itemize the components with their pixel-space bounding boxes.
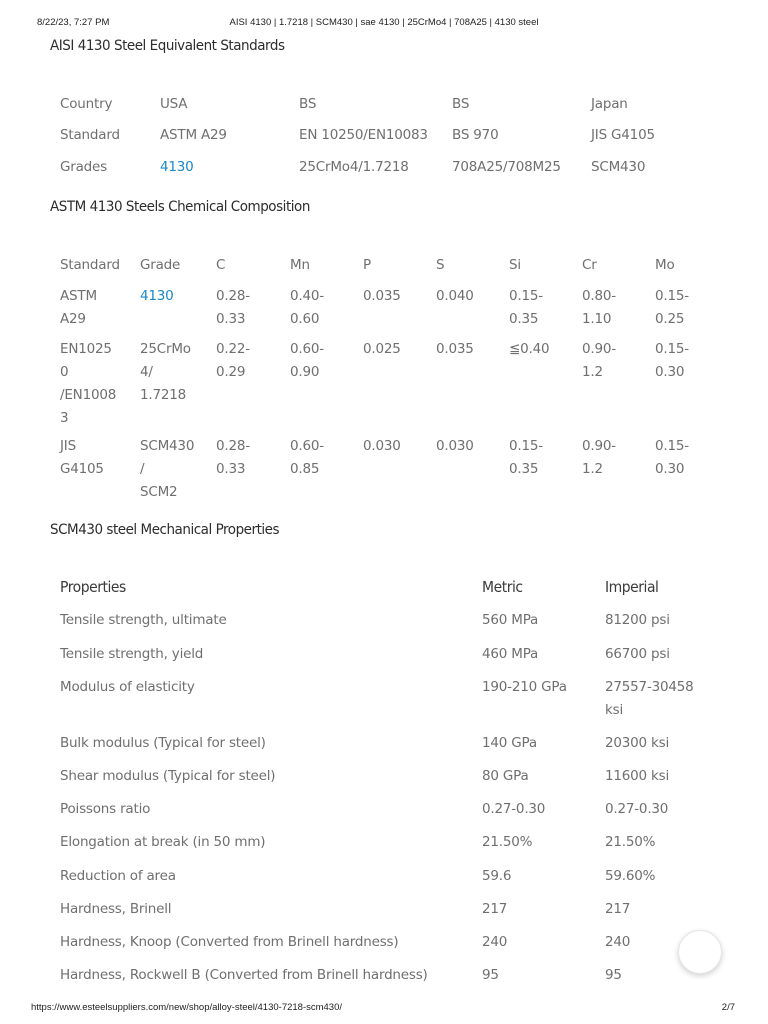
metric-value: 560 MPa <box>482 612 539 628</box>
chemical-header-cell: Mn <box>290 257 310 273</box>
imperial-value: 81200 psi <box>605 612 670 628</box>
chemical-cell: 0.025 <box>363 341 401 357</box>
equivalent-cell: 708A25/708M25 <box>452 159 561 175</box>
chemical-cell: 0.15- 0.35 <box>509 288 543 327</box>
property-name: Hardness, Brinell <box>60 901 172 917</box>
equivalent-cell: Japan <box>591 96 628 112</box>
equivalent-cell: BS 970 <box>452 127 499 143</box>
chemical-cell: 0.22- 0.29 <box>216 341 250 380</box>
equivalent-cell: Grades <box>60 159 107 175</box>
imperial-value: 27557-30458 ksi <box>605 679 694 718</box>
chemical-cell: 0.90- 1.2 <box>582 438 616 477</box>
chemical-cell: 0.15- 0.35 <box>509 438 543 477</box>
property-name: Modulus of elasticity <box>60 679 195 695</box>
chemical-header-cell: Si <box>509 257 521 273</box>
chemical-cell: 0.15- 0.30 <box>655 341 689 380</box>
chemical-header-cell: S <box>436 257 445 273</box>
chemical-cell: EN1025 0 /EN1008 3 <box>60 341 117 426</box>
chemical-header-cell: Grade <box>140 257 181 273</box>
chemical-cell: 0.15- 0.25 <box>655 288 689 327</box>
imperial-value: 11600 ksi <box>605 768 670 784</box>
property-name: Tensile strength, yield <box>60 646 204 662</box>
mechanical-header-cell: Metric <box>482 578 523 596</box>
metric-value: 240 <box>482 934 508 950</box>
section-title-mechanical: SCM430 steel Mechanical Properties <box>50 522 280 538</box>
chemical-header-cell: Standard <box>60 257 120 273</box>
equivalent-cell: JIS G4105 <box>591 127 655 143</box>
mechanical-header-cell: Properties <box>60 578 126 596</box>
imperial-value: 59.60% <box>605 868 656 884</box>
chemical-cell: 0.15- 0.30 <box>655 438 689 477</box>
floating-action-button[interactable] <box>678 930 722 974</box>
metric-value: 21.50% <box>482 834 533 850</box>
metric-value: 80 GPa <box>482 768 529 784</box>
property-name: Poissons ratio <box>60 801 151 817</box>
imperial-value: 217 <box>605 901 631 917</box>
chemical-cell: 0.60- 0.85 <box>290 438 324 477</box>
chemical-cell: 0.035 <box>363 288 401 304</box>
chemical-cell: ASTM A29 <box>60 288 97 327</box>
chemical-cell: JIS G4105 <box>60 438 104 477</box>
equivalent-cell: BS <box>299 96 317 112</box>
metric-value: 95 <box>482 967 499 983</box>
metric-value: 460 MPa <box>482 646 539 662</box>
equivalent-cell: 25CrMo4/1.7218 <box>299 159 409 175</box>
property-name: Shear modulus (Typical for steel) <box>60 768 276 784</box>
print-footer <box>0 1000 768 1024</box>
chemical-cell: SCM430 / SCM2 <box>140 438 195 500</box>
equivalent-cell: BS <box>452 96 470 112</box>
grade-link-4130[interactable]: 4130 <box>140 288 174 304</box>
metric-value: 217 <box>482 901 508 917</box>
property-name: Elongation at break (in 50 mm) <box>60 834 266 850</box>
chemical-cell: 25CrMo 4/ 1.7218 <box>140 341 191 403</box>
section-title-chemical: ASTM 4130 Steels Chemical Composition <box>50 199 310 215</box>
imperial-value: 21.50% <box>605 834 656 850</box>
chemical-cell: 0.60- 0.90 <box>290 341 324 380</box>
chemical-cell: 0.030 <box>436 438 474 454</box>
metric-value: 0.27-0.30 <box>482 801 546 817</box>
equivalent-cell: EN 10250/EN10083 <box>299 127 428 143</box>
metric-value: 190-210 GPa <box>482 679 567 695</box>
metric-value: 140 GPa <box>482 735 537 751</box>
section-title-equivalent: AISI 4130 Steel Equivalent Standards <box>50 38 285 54</box>
print-header <box>0 10 768 28</box>
equivalent-cell: SCM430 <box>591 159 646 175</box>
chemical-cell: 0.80- 1.10 <box>582 288 616 327</box>
property-name: Hardness, Knoop (Converted from Brinell hardness) <box>60 934 399 950</box>
property-name: Hardness, Rockwell B (Converted from Brinell hardness) <box>60 967 428 983</box>
imperial-value: 0.27-0.30 <box>605 801 669 817</box>
chemical-header-cell: P <box>363 257 371 273</box>
property-name: Tensile strength, ultimate <box>60 612 227 628</box>
imperial-value: 95 <box>605 967 622 983</box>
metric-value: 59.6 <box>482 868 512 884</box>
chemical-cell: 0.28- 0.33 <box>216 288 250 327</box>
equivalent-cell: ASTM A29 <box>160 127 227 143</box>
grade-link-4130[interactable]: 4130 <box>160 159 194 175</box>
property-name: Bulk modulus (Typical for steel) <box>60 735 266 751</box>
chemical-cell: 0.030 <box>363 438 401 454</box>
imperial-value: 240 <box>605 934 631 950</box>
chemical-cell: 0.40- 0.60 <box>290 288 324 327</box>
chemical-cell: 0.28- 0.33 <box>216 438 250 477</box>
equivalent-cell: USA <box>160 96 188 112</box>
print-page-title: AISI 4130 | 1.7218 | SCM430 | sae 4130 | 25CrMo4 | 708A25 | 4130 steel <box>229 17 539 28</box>
equivalent-cell: Country <box>60 96 113 112</box>
print-page-number: 2/7 <box>721 1002 735 1013</box>
chemical-header-cell: Mo <box>655 257 675 273</box>
chemical-cell: 0.90- 1.2 <box>582 341 616 380</box>
chemical-header-cell: C <box>216 257 226 273</box>
imperial-value: 20300 ksi <box>605 735 670 751</box>
equivalent-cell: Standard <box>60 127 120 143</box>
mechanical-header-cell: Imperial <box>605 578 659 596</box>
print-url: https://www.esteelsuppliers.com/new/shop/alloy-steel/4130-7218-scm430/ <box>31 1002 343 1013</box>
property-name: Reduction of area <box>60 868 176 884</box>
chemical-cell: 0.040 <box>436 288 474 304</box>
chemical-header-cell: Cr <box>582 257 597 273</box>
chemical-cell: ≦0.40 <box>509 341 550 357</box>
print-datetime: 8/22/23, 7:27 PM <box>37 17 110 28</box>
imperial-value: 66700 psi <box>605 646 670 662</box>
chemical-cell: 0.035 <box>436 341 474 357</box>
